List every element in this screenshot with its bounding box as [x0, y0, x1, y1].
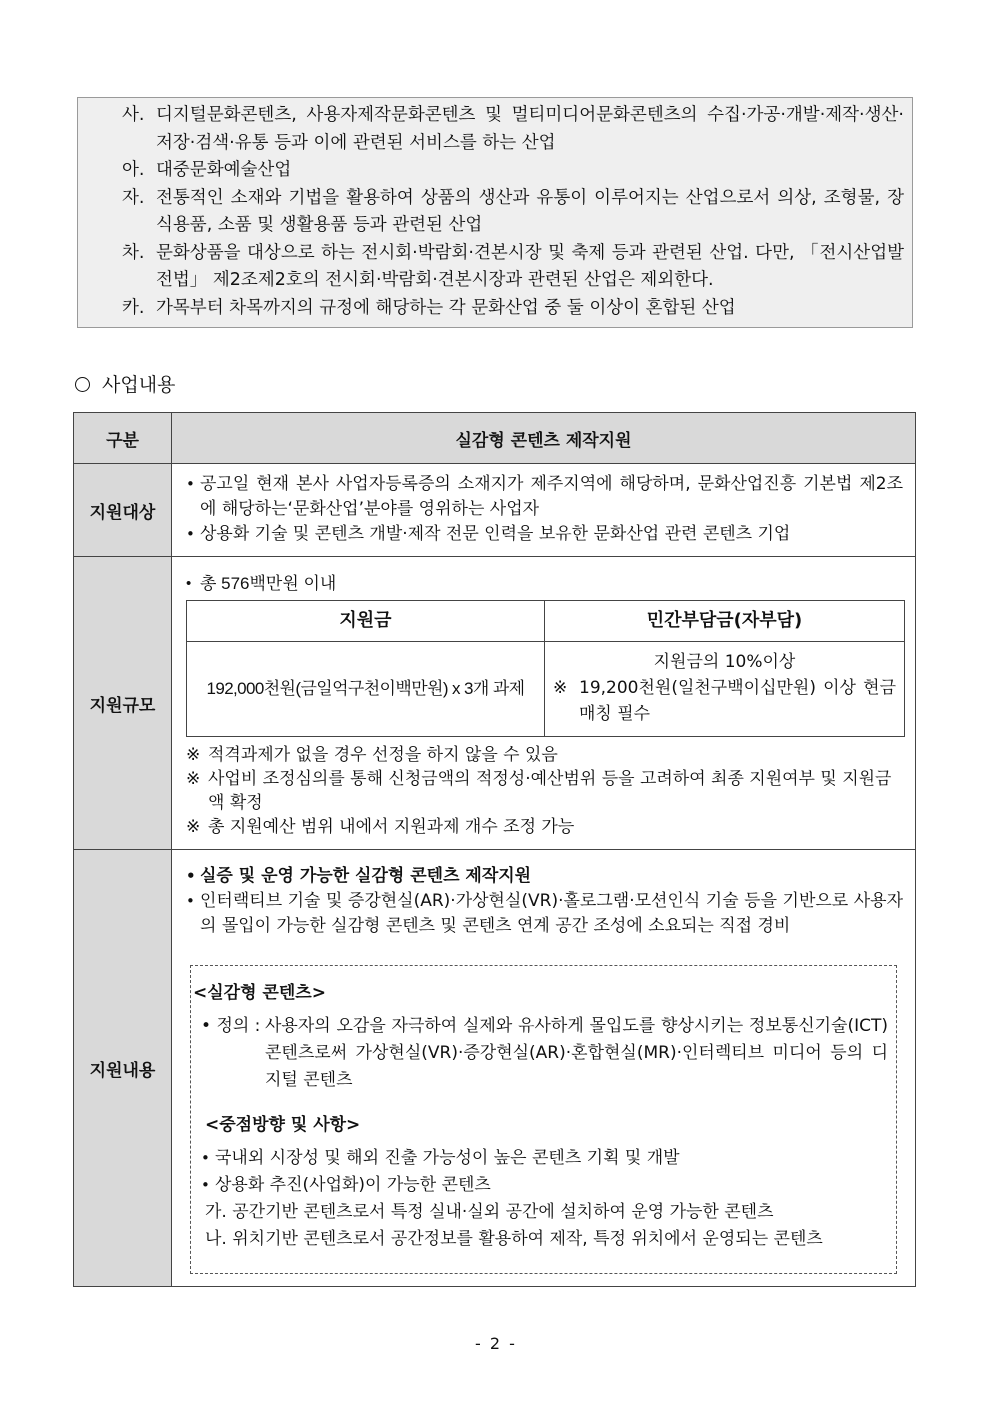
list-item: • 공고일 현재 본사 사업자등록증의 소재지가 제주지역에 해당하며, 문화산업진흥 기본법 제2조에 해당하는‘문화산업’분야를 영위하는 사업자	[186, 472, 903, 522]
note-mark: ※	[553, 678, 568, 698]
total-budget: • 총 576백만원 이내	[186, 571, 903, 596]
industry-definition-box	[77, 97, 913, 328]
definition-text: • 정의 : 사용자의 오감을 자극하여 실제와 유사하게 몰입도를 향상시키는 정보통신기술(ICT) 콘텐츠로써 가상현실(VR)·증강현실(AR)·혼합현실(MR)·인터렉티브 미디어 등의 디지털 콘텐츠	[193, 1013, 888, 1094]
list-item: • 국내외 시장성 및 해외 진출 가능성이 높은 콘텐츠 기획 및 개발	[201, 1145, 888, 1172]
definition-item	[122, 185, 904, 240]
subheading-focus: <중점방향 및 사항>	[205, 1115, 361, 1135]
section-title	[75, 371, 175, 399]
self-ratio: 지원금의 10%이상	[653, 652, 796, 672]
circle-bullet-icon	[75, 377, 90, 392]
subheading-realistic: <실감형 콘텐츠>	[193, 983, 326, 1003]
item-marker: 자.	[122, 187, 145, 208]
business-content-table	[73, 412, 916, 1287]
funding-header-grant: 지원금	[187, 601, 545, 642]
item-text: 문화상품을 대상으로 하는 전시회·박람회·견본시장 및 축제 등과 관련된 산업. 다만, 「전시산업발전법」 제2조제2호의 전시회·박람회·견본시장과 관련된 산업은 제외한다.	[156, 242, 904, 290]
row-label-content: 지원내용	[74, 850, 172, 1287]
definition-prefix: • 정의 :	[201, 1016, 261, 1036]
note-item: ※ 총 지원예산 범위 내에서 지원과제 개수 조정 가능	[186, 817, 575, 837]
header-program: 실감형 콘텐츠 제작지원	[172, 413, 916, 464]
table-row-content	[74, 850, 916, 1287]
sub-item: 나. 위치기반 콘텐츠로서 공간정보를 활용하여 제작, 특정 위치에서 운영되는 콘텐츠	[205, 1229, 823, 1249]
note-item: ※ 사업비 조정심의를 통해 신청금액의 적정성·예산범위 등을 고려하여 최종 지원여부 및 지원금액 확정	[186, 769, 892, 813]
realistic-content-box	[190, 965, 897, 1274]
funding-table	[186, 600, 905, 737]
content-cell	[172, 850, 916, 1287]
item-text: 디지털문화콘텐츠, 사용자제작문화콘텐츠 및 멀티미디어문화콘텐츠의 수집·가공·개발·제작·생산·저장·검색·유통 등과 이에 관련된 서비스를 하는 산업	[156, 105, 904, 153]
row-label-scale: 지원규모	[74, 557, 172, 850]
sub-item: 가. 공간기반 콘텐츠로서 특정 실내·실외 공간에 설치하여 운영 가능한 콘텐츠	[205, 1202, 774, 1222]
definition-item	[122, 157, 904, 185]
self-amount-text: 19,200천원(일천구백이십만원) 이상 현금 매칭 필수	[579, 678, 896, 724]
note-item: ※ 적격과제가 없을 경우 선정을 하지 않을 수 있음	[186, 745, 558, 765]
table-row-scale	[74, 557, 916, 850]
definition-item	[122, 295, 904, 323]
list-item: • 인터랙티브 기술 및 증강현실(AR)·가상현실(VR)·홀로그램·모션인식 기술 등을 기반으로 사용자의 몰입이 가능한 실감형 콘텐츠 및 콘텐츠 연계 공간 조성에 소요되는 직접 경비	[186, 889, 903, 939]
definition-item	[122, 102, 904, 157]
funding-grant-value: 192,000천원(금일억구천이백만원) x 3개 과제	[187, 642, 545, 737]
item-marker: 아.	[122, 160, 145, 180]
row-label-target: 지원대상	[74, 464, 172, 557]
section-title-text: 사업내용	[102, 374, 176, 396]
table-row-target	[74, 464, 916, 557]
scale-cell	[172, 557, 916, 850]
table-header-row	[74, 413, 916, 464]
item-marker: 카.	[122, 297, 145, 318]
item-text: 가목부터 차목까지의 규정에 해당하는 각 문화산업 중 둘 이상이 혼합된 산업	[156, 297, 736, 318]
target-cell	[172, 464, 916, 557]
definition-item	[122, 240, 904, 295]
self-amount	[553, 675, 896, 727]
list-item-bold: • 실증 및 운영 가능한 실감형 콘텐츠 제작지원	[186, 864, 903, 889]
list-item: • 상용화 추진(사업화)이 가능한 콘텐츠	[201, 1172, 888, 1199]
item-marker: 사.	[122, 105, 145, 125]
page-number: - 2 -	[475, 1334, 517, 1353]
header-category: 구분	[74, 413, 172, 464]
funding-header-self: 민간부담금(자부담)	[545, 601, 905, 642]
funding-self-value	[545, 642, 905, 737]
item-text: 대중문화예술산업	[156, 160, 292, 180]
list-item: • 상용화 기술 및 콘텐츠 개발·제작 전문 인력을 보유한 문화산업 관련 콘텐츠 기업	[186, 522, 903, 547]
item-text: 전통적인 소재와 기법을 활용하여 상품의 생산과 유통이 이루어지는 산업으로서 의상, 조형물, 장식용품, 소품 및 생활용품 등과 관련된 산업	[156, 187, 904, 235]
item-marker: 차.	[122, 242, 145, 263]
